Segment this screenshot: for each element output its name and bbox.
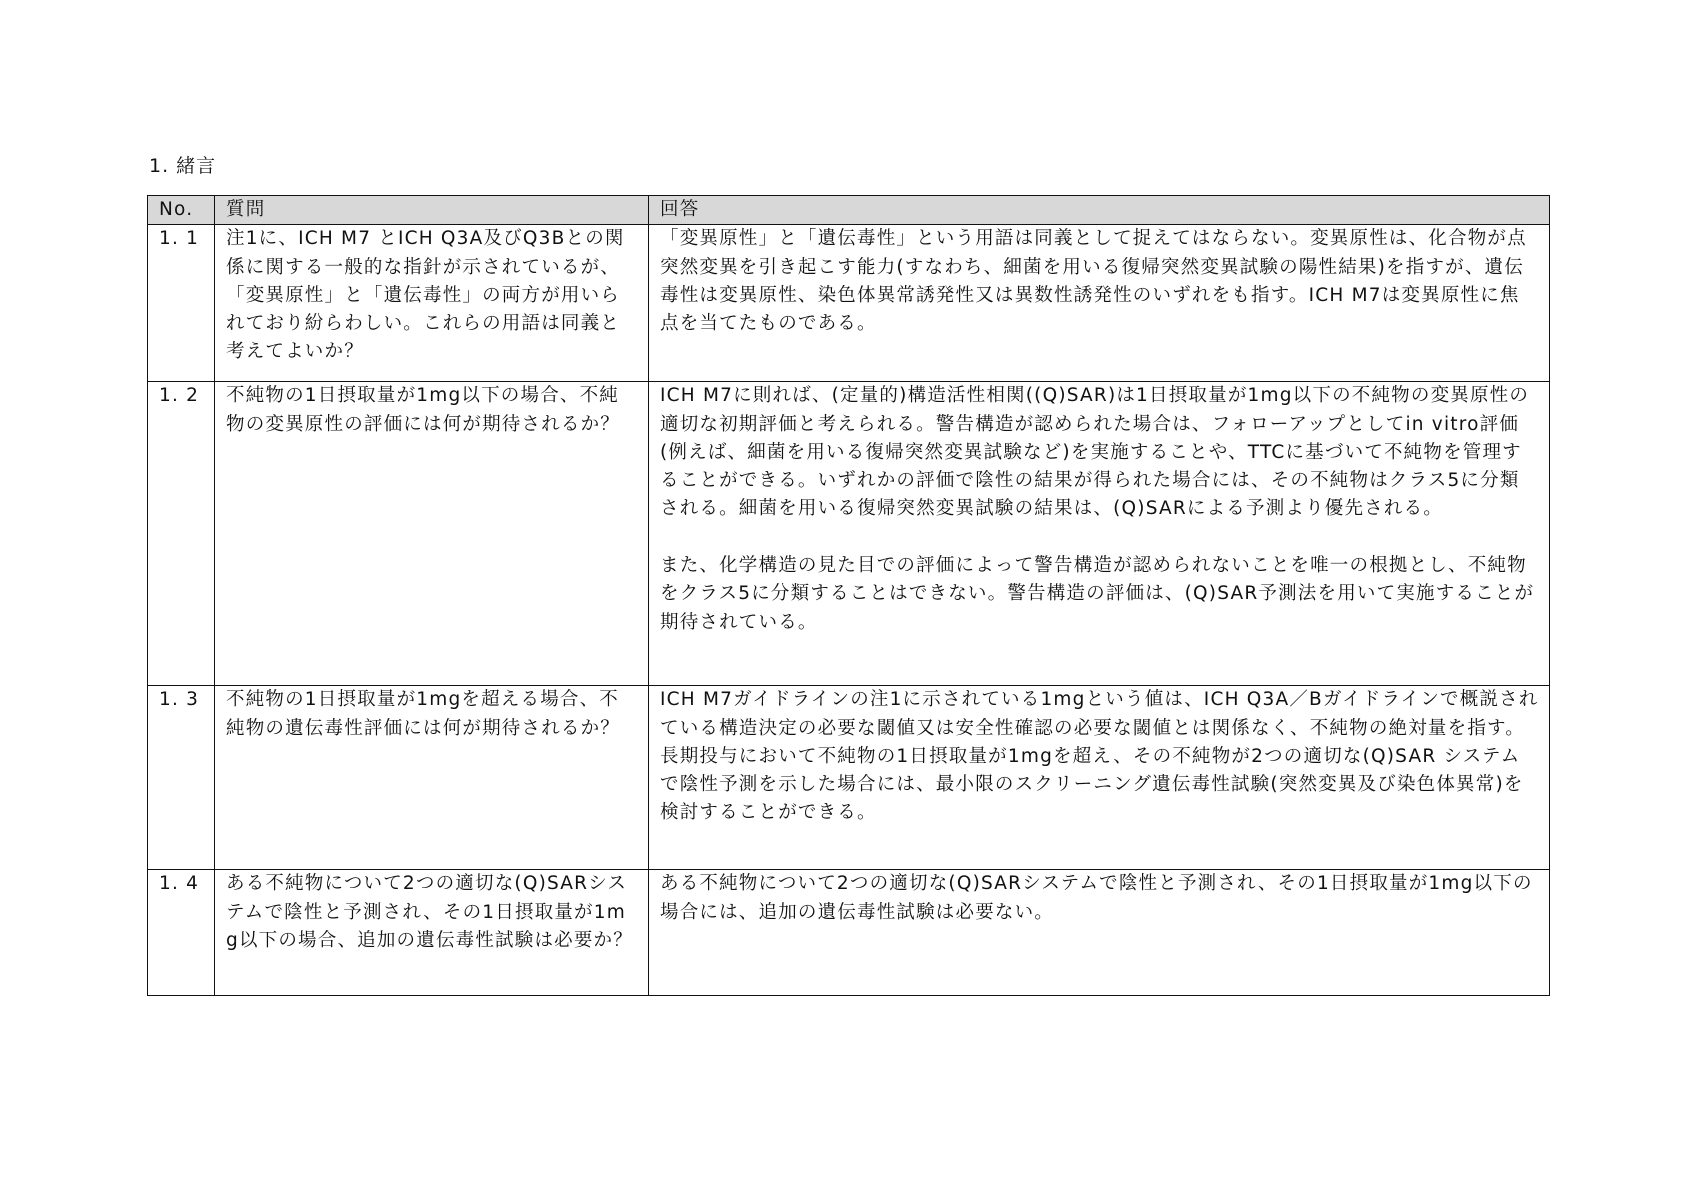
- table-row: [148, 686, 1550, 870]
- column-header-answer: 回答: [649, 196, 1550, 225]
- question-cell: 不純物の1日摂取量が1mg以下の場合、不純物の変異原性の評価には何が期待されるか？: [215, 382, 649, 686]
- answer-cell: [649, 686, 1550, 870]
- answer-paragraph: 長期投与において不純物の1日摂取量が1mgを超え、その不純物が2つの適切な(Q)SAR システムで陰性予測を示した場合には、最小限のスクリーニング遺伝毒性試験(突然変異及び染色体異常)を検討することができる。: [660, 745, 1524, 824]
- answer-paragraph: また、化学構造の見た目での評価によって警告構造が認められないことを唯一の根拠とし、不純物をクラス5に分類することはできない。警告構造の評価は、(Q)SAR予測法を用いて実施することが期待されている。: [660, 555, 1535, 633]
- answer-cell: [649, 870, 1550, 996]
- question-cell: ある不純物について2つの適切な(Q)SARシステムで陰性と予測され、その1日摂取量が1mg以下の場合、追加の遺伝毒性試験は必要か？: [215, 870, 649, 996]
- answer-paragraph: ICH M7ガイドラインの注1に示されている1mgという値は、ICH Q3A／Bガイドラインで概説されている構造決定の必要な閾値又は安全性確認の必要な閾値とは関係なく、不純物の絶対量を指す。: [660, 689, 1539, 739]
- row-number: 1. 4: [148, 870, 215, 996]
- paragraph-gap: [660, 524, 1539, 552]
- question-cell: 不純物の1日摂取量が1mgを超える場合、不純物の遺伝毒性評価には何が期待されるか？: [215, 686, 649, 870]
- table-header-row: [148, 196, 1550, 225]
- answer-cell: [649, 382, 1550, 686]
- column-header-question: 質問: [215, 196, 649, 225]
- section-heading: 1. 緒言: [149, 155, 217, 177]
- row-number: 1. 1: [148, 225, 215, 382]
- row-number: 1. 2: [148, 382, 215, 686]
- answer-paragraph: 「変異原性」と「遺伝毒性」という用語は同義として捉えてはならない。変異原性は、化合物が点突然変異を引き起こす能力(すなわち、細菌を用いる復帰突然変異試験の陽性結果)を指すが、遺伝毒性は変異原性、染色体異常誘発性又は異数性誘発性のいずれをも指す。ICH M7は変異原性に焦点を当てたものである。: [660, 228, 1527, 335]
- table-row: [148, 382, 1550, 686]
- column-header-no: No.: [148, 196, 215, 225]
- qa-table: [147, 195, 1550, 996]
- table-row: [148, 870, 1550, 996]
- answer-paragraph: ある不純物について2つの適切な(Q)SARシステムで陰性と予測され、その1日摂取量が1mg以下の場合には、追加の遺伝毒性試験は必要ない。: [660, 873, 1533, 923]
- table-row: [148, 225, 1550, 382]
- question-cell: 注1に、ICH M7 とICH Q3A及びQ3Bとの関係に関する一般的な指針が示されているが、「変異原性」と「遺伝毒性」の両方が用いられており紛らわしい。これらの用語は同義と考えてよいか？: [215, 225, 649, 382]
- row-number: 1. 3: [148, 686, 215, 870]
- answer-cell: [649, 225, 1550, 382]
- answer-paragraph: ICH M7に則れば、(定量的)構造活性相関((Q)SAR)は1日摂取量が1mg以下の不純物の変異原性の適切な初期評価と考えられる。警告構造が認められた場合は、フォローアップとしてin vitro評価(例えば、細菌を用いる復帰突然変異試験など)を実施することや、TTCに基づいて不純物を管理することができる。いずれかの評価で陰性の結果が得られた場合には、その不純物はクラス5に分類される。細菌を用いる復帰突然変異試験の結果は、(Q)SARによる予測より優先される。: [660, 385, 1530, 520]
